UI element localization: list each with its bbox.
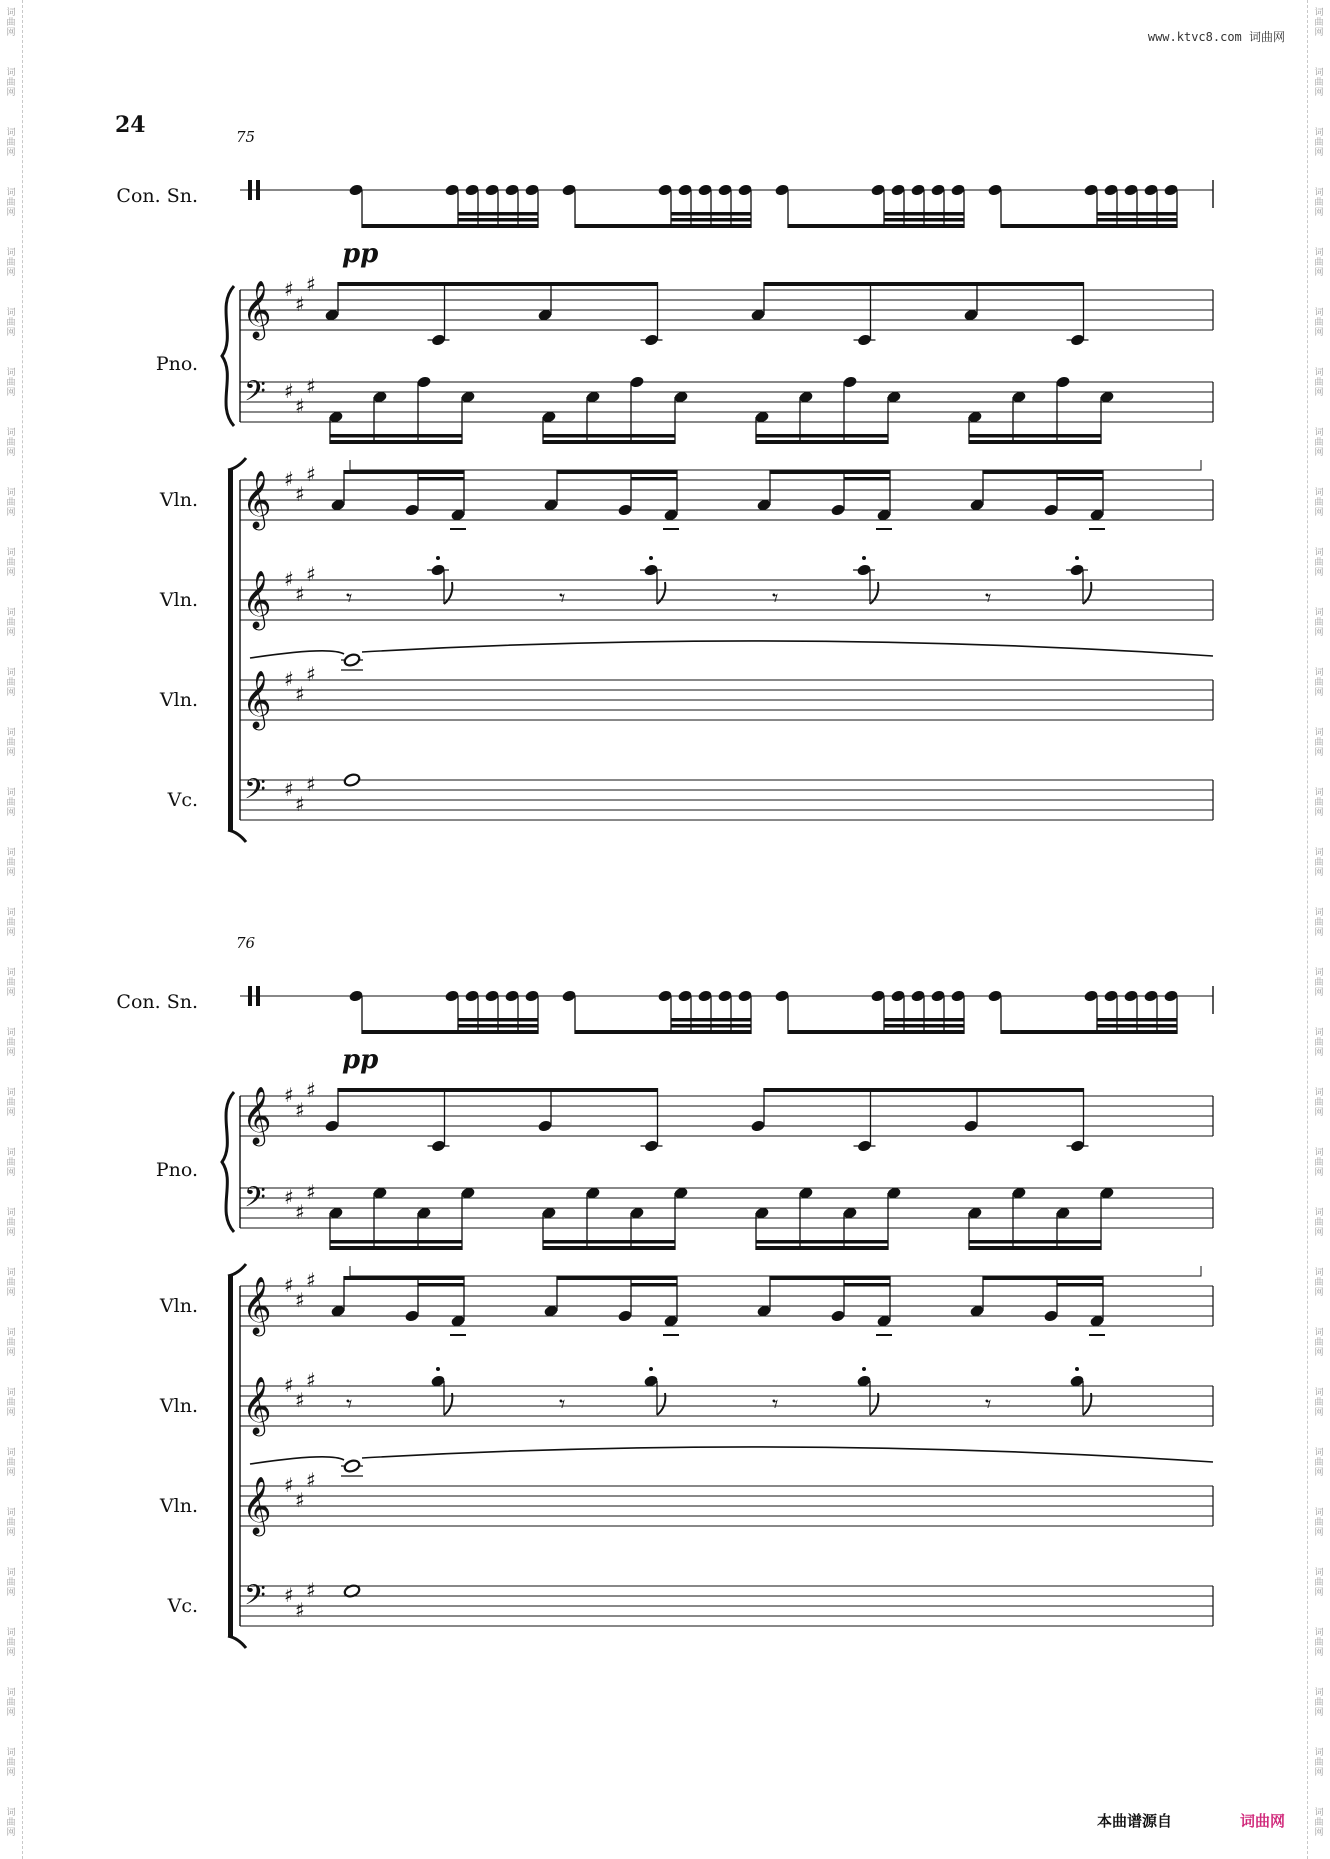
treble-clef-icon: 𝄞 [242, 1476, 272, 1534]
side-watermark-mark: 词 曲 网 [1314, 908, 1324, 938]
side-watermark-mark: 词 曲 网 [6, 248, 16, 278]
beam [844, 1283, 890, 1287]
side-watermark-mark: 词 曲 网 [6, 1808, 16, 1838]
beam [764, 1088, 1084, 1092]
note-flag [444, 582, 452, 604]
beam [788, 224, 964, 228]
percussion-clef-icon [248, 986, 252, 1006]
sharp-accidental: ♯ [295, 582, 305, 606]
beam [543, 440, 675, 444]
sharp-accidental: ♯ [284, 467, 294, 491]
note-flag [657, 582, 665, 604]
slur [362, 1447, 1213, 1462]
sharp-accidental: ♯ [284, 777, 294, 801]
beam [1001, 1030, 1177, 1034]
beam [671, 1024, 751, 1028]
instrument-label-piano: Pno. [155, 1159, 198, 1181]
side-watermark-mark: 词 曲 网 [1314, 548, 1324, 578]
bass-clef-icon: 𝄢 [244, 1181, 266, 1221]
sharp-accidental: ♯ [284, 1373, 294, 1397]
side-watermark-mark: 词 曲 网 [6, 548, 16, 578]
sharp-accidental: ♯ [306, 1078, 316, 1102]
side-watermark-mark: 词 曲 网 [6, 788, 16, 818]
beam [788, 1030, 964, 1034]
side-watermark-mark: 词 曲 网 [6, 1748, 16, 1778]
side-watermark-mark: 词 曲 网 [1314, 728, 1324, 758]
side-watermark-mark: 词 曲 网 [6, 848, 16, 878]
string-bracket [228, 1276, 233, 1636]
sharp-accidental: ♯ [295, 1488, 305, 1512]
beam [330, 1240, 462, 1244]
side-watermark-mark: 词 曲 网 [1314, 968, 1324, 998]
beam [631, 1283, 677, 1287]
beam [330, 434, 462, 438]
beam [575, 1030, 751, 1034]
sharp-accidental: ♯ [306, 662, 316, 686]
sharp-accidental: ♯ [306, 1368, 316, 1392]
beam [884, 1024, 964, 1028]
side-watermark-mark: 词 曲 网 [6, 1148, 16, 1178]
side-watermark-mark: 词 曲 网 [1314, 1148, 1324, 1178]
beam [671, 1018, 751, 1022]
beam [362, 1030, 538, 1034]
treble-clef-icon: 𝄞 [242, 470, 272, 528]
side-watermark-mark: 词 曲 网 [1314, 1208, 1324, 1238]
instrument-label-piano: Pno. [155, 353, 198, 375]
side-watermark-mark: 词 曲 网 [6, 128, 16, 158]
sharp-accidental: ♯ [295, 682, 305, 706]
note-flag [1083, 582, 1091, 604]
bass-clef-icon: 𝄢 [244, 375, 266, 415]
side-watermark-mark: 词 曲 网 [1314, 668, 1324, 698]
tie [250, 651, 344, 658]
sharp-accidental: ♯ [295, 292, 305, 316]
side-watermark-mark: 词 曲 网 [1314, 1808, 1324, 1838]
beam [983, 470, 1103, 474]
eighth-rest-icon: 𝄾 [346, 584, 353, 612]
side-watermark-mark: 词 曲 网 [1314, 608, 1324, 638]
footer-source-label: 本曲谱源自 [1097, 1812, 1173, 1830]
side-watermark-mark: 词 曲 网 [1314, 308, 1324, 338]
beam [1057, 1283, 1103, 1287]
beam [764, 282, 1084, 286]
beam [458, 212, 538, 216]
beam [969, 1240, 1101, 1244]
sharp-accidental: ♯ [284, 1185, 294, 1209]
beam [756, 1246, 888, 1250]
page-number: 24 [115, 112, 146, 138]
staccato-dot [862, 556, 866, 560]
eighth-rest-icon: 𝄾 [559, 584, 566, 612]
eighth-rest-icon: 𝄾 [772, 1390, 779, 1418]
beam [458, 1024, 538, 1028]
piano-brace [222, 1092, 234, 1232]
beam [418, 477, 464, 481]
treble-clef-icon: 𝄞 [242, 1376, 272, 1434]
side-watermark-mark: 词 曲 网 [1314, 1748, 1324, 1778]
side-watermark-mark: 词 曲 网 [6, 728, 16, 758]
beam [1097, 212, 1177, 216]
side-watermark-mark: 词 曲 网 [1314, 128, 1324, 158]
side-watermark-mark: 词 曲 网 [6, 1388, 16, 1418]
header-url: www.ktvc8.com 词曲网 [1147, 30, 1285, 44]
beam [1097, 1018, 1177, 1022]
beam [362, 224, 538, 228]
beam [557, 1276, 677, 1280]
staccato-dot [862, 1367, 866, 1371]
staccato-dot [436, 556, 440, 560]
cello-whole-note [343, 773, 361, 788]
side-watermark-mark: 词 曲 网 [1314, 1448, 1324, 1478]
side-watermark-mark: 词 曲 网 [6, 188, 16, 218]
sharp-accidental: ♯ [306, 1268, 316, 1292]
sharp-accidental: ♯ [306, 1468, 316, 1492]
side-watermark-mark: 词 曲 网 [6, 428, 16, 458]
eighth-rest-icon: 𝄾 [559, 1390, 566, 1418]
beam [330, 1246, 462, 1250]
treble-clef-icon: 𝄞 [242, 1276, 272, 1334]
beam [338, 1088, 658, 1092]
side-watermark-mark: 词 曲 网 [6, 8, 16, 38]
side-watermark-mark: 词 曲 网 [6, 668, 16, 698]
beam [344, 470, 464, 474]
side-watermark-mark: 词 曲 网 [6, 908, 16, 938]
side-watermark-mark: 词 曲 网 [6, 1628, 16, 1658]
sharp-accidental: ♯ [306, 1578, 316, 1602]
beam [330, 440, 462, 444]
beam [557, 470, 677, 474]
beam [756, 1240, 888, 1244]
eighth-rest-icon: 𝄾 [985, 1390, 992, 1418]
sharp-accidental: ♯ [284, 1583, 294, 1607]
beam [543, 1246, 675, 1250]
side-watermark-mark: 词 曲 网 [1314, 848, 1324, 878]
treble-clef-icon: 𝄞 [242, 280, 272, 338]
side-watermark-mark: 词 曲 网 [6, 1208, 16, 1238]
percussion-clef-icon [256, 180, 260, 200]
sharp-accidental: ♯ [306, 772, 316, 796]
eighth-rest-icon: 𝄾 [346, 1390, 353, 1418]
beam [884, 1018, 964, 1022]
sharp-accidental: ♯ [295, 394, 305, 418]
treble-clef-icon: 𝄞 [242, 1086, 272, 1144]
instrument-label-snare: Con. Sn. [116, 991, 198, 1013]
note-flag [870, 582, 878, 604]
sharp-accidental: ♯ [295, 1200, 305, 1224]
side-watermark-mark: 词 曲 网 [1314, 788, 1324, 818]
bass-clef-icon: 𝄢 [244, 1579, 266, 1619]
beam [1097, 218, 1177, 222]
side-watermark-mark: 词 曲 网 [1314, 1268, 1324, 1298]
staccato-dot [649, 1367, 653, 1371]
beam [770, 1276, 890, 1280]
beam [575, 224, 751, 228]
sharp-accidental: ♯ [306, 462, 316, 486]
side-watermark-mark: 词 曲 网 [1314, 188, 1324, 218]
tie [250, 1457, 344, 1464]
piano-brace [222, 286, 234, 426]
instrument-label-cello: Vc. [167, 789, 198, 811]
violin3-whole-note [343, 653, 361, 668]
pedal-bracket [350, 1266, 1201, 1276]
side-watermark-mark: 词 曲 网 [6, 1088, 16, 1118]
footer-site-label: 词曲网 [1240, 1812, 1286, 1830]
side-watermark-mark: 词 曲 网 [1314, 8, 1324, 38]
instrument-label-violin: Vln. [159, 1395, 198, 1417]
side-watermark-mark: 词 曲 网 [1314, 368, 1324, 398]
side-watermark-mark: 词 曲 网 [1314, 1028, 1324, 1058]
side-watermark-mark: 词 曲 网 [6, 368, 16, 398]
string-bracket-hook [228, 1264, 246, 1276]
staccato-dot [649, 556, 653, 560]
sharp-accidental: ♯ [295, 1288, 305, 1312]
staccato-dot [1075, 556, 1079, 560]
side-watermark-mark: 词 曲 网 [1314, 1088, 1324, 1118]
sharp-accidental: ♯ [295, 792, 305, 816]
side-watermark-mark: 词 曲 网 [1314, 1388, 1324, 1418]
beam [969, 440, 1101, 444]
side-watermark-mark: 词 曲 网 [1314, 248, 1324, 278]
side-watermark-mark: 词 曲 网 [1314, 1568, 1324, 1598]
instrument-label-snare: Con. Sn. [116, 185, 198, 207]
string-bracket [228, 470, 233, 830]
sharp-accidental: ♯ [295, 1598, 305, 1622]
side-watermark-mark: 词 曲 网 [6, 1028, 16, 1058]
side-watermark-mark: 词 曲 网 [6, 1448, 16, 1478]
string-bracket-hook [228, 458, 246, 470]
dynamic-marking: pp [342, 1045, 379, 1075]
percussion-clef-icon [256, 986, 260, 1006]
beam [756, 440, 888, 444]
percussion-clef-icon [248, 180, 252, 200]
eighth-rest-icon: 𝄾 [985, 584, 992, 612]
measure-number: 75 [236, 128, 256, 146]
sharp-accidental: ♯ [306, 1180, 316, 1204]
instrument-label-violin: Vln. [159, 589, 198, 611]
beam [756, 434, 888, 438]
side-watermark-mark: 词 曲 网 [6, 608, 16, 638]
beam [884, 218, 964, 222]
sharp-accidental: ♯ [306, 562, 316, 586]
beam [671, 212, 751, 216]
violin3-whole-note [343, 1459, 361, 1474]
string-bracket-hook [228, 1636, 246, 1648]
side-watermark-mark: 词 曲 网 [6, 308, 16, 338]
side-watermark-mark: 词 曲 网 [6, 968, 16, 998]
sharp-accidental: ♯ [284, 1273, 294, 1297]
sharp-accidental: ♯ [295, 482, 305, 506]
side-watermark-mark: 词 曲 网 [1314, 488, 1324, 518]
sharp-accidental: ♯ [284, 667, 294, 691]
side-watermark-mark: 词 曲 网 [6, 1568, 16, 1598]
beam [543, 434, 675, 438]
sharp-accidental: ♯ [284, 379, 294, 403]
dynamic-marking: pp [342, 239, 379, 269]
side-watermark-mark: 词 曲 网 [1314, 1628, 1324, 1658]
beam [969, 1246, 1101, 1250]
beam [631, 477, 677, 481]
side-watermark-mark: 词 曲 网 [6, 1508, 16, 1538]
beam [344, 1276, 464, 1280]
beam [458, 218, 538, 222]
instrument-label-violin: Vln. [159, 1495, 198, 1517]
instrument-label-violin: Vln. [159, 1295, 198, 1317]
beam [844, 477, 890, 481]
sharp-accidental: ♯ [284, 277, 294, 301]
sharp-accidental: ♯ [284, 1083, 294, 1107]
sharp-accidental: ♯ [295, 1388, 305, 1412]
side-watermark-mark: 词 曲 网 [1314, 1688, 1324, 1718]
side-watermark-mark: 词 曲 网 [1314, 1328, 1324, 1358]
beam [338, 282, 658, 286]
beam [983, 1276, 1103, 1280]
treble-clef-icon: 𝄞 [242, 570, 272, 628]
eighth-rest-icon: 𝄾 [772, 584, 779, 612]
sharp-accidental: ♯ [295, 1098, 305, 1122]
side-watermark-mark: 词 曲 网 [6, 68, 16, 98]
beam [1001, 224, 1177, 228]
side-watermark-mark: 词 曲 网 [1314, 68, 1324, 98]
beam [1057, 477, 1103, 481]
side-watermark-mark: 词 曲 网 [6, 1268, 16, 1298]
beam [969, 434, 1101, 438]
side-watermark-mark: 词 曲 网 [1314, 428, 1324, 458]
beam [671, 218, 751, 222]
bass-clef-icon: 𝄢 [244, 773, 266, 813]
treble-clef-icon: 𝄞 [242, 670, 272, 728]
sharp-accidental: ♯ [306, 272, 316, 296]
beam [418, 1283, 464, 1287]
sharp-accidental: ♯ [284, 567, 294, 591]
instrument-label-violin: Vln. [159, 689, 198, 711]
sharp-accidental: ♯ [306, 374, 316, 398]
beam [543, 1240, 675, 1244]
string-bracket-hook [228, 830, 246, 842]
side-watermark-mark: 词 曲 网 [6, 488, 16, 518]
side-watermark-mark: 词 曲 网 [6, 1328, 16, 1358]
beam [1097, 1024, 1177, 1028]
slur [362, 641, 1213, 656]
measure-number: 76 [236, 934, 256, 952]
beam [770, 470, 890, 474]
staccato-dot [1075, 1367, 1079, 1371]
staccato-dot [436, 1367, 440, 1371]
beam [458, 1018, 538, 1022]
beam [884, 212, 964, 216]
pedal-bracket [350, 460, 1201, 470]
sharp-accidental: ♯ [284, 1473, 294, 1497]
side-watermark-mark: 词 曲 网 [6, 1688, 16, 1718]
instrument-label-violin: Vln. [159, 489, 198, 511]
instrument-label-cello: Vc. [167, 1595, 198, 1617]
side-watermark-mark: 词 曲 网 [1314, 1508, 1324, 1538]
